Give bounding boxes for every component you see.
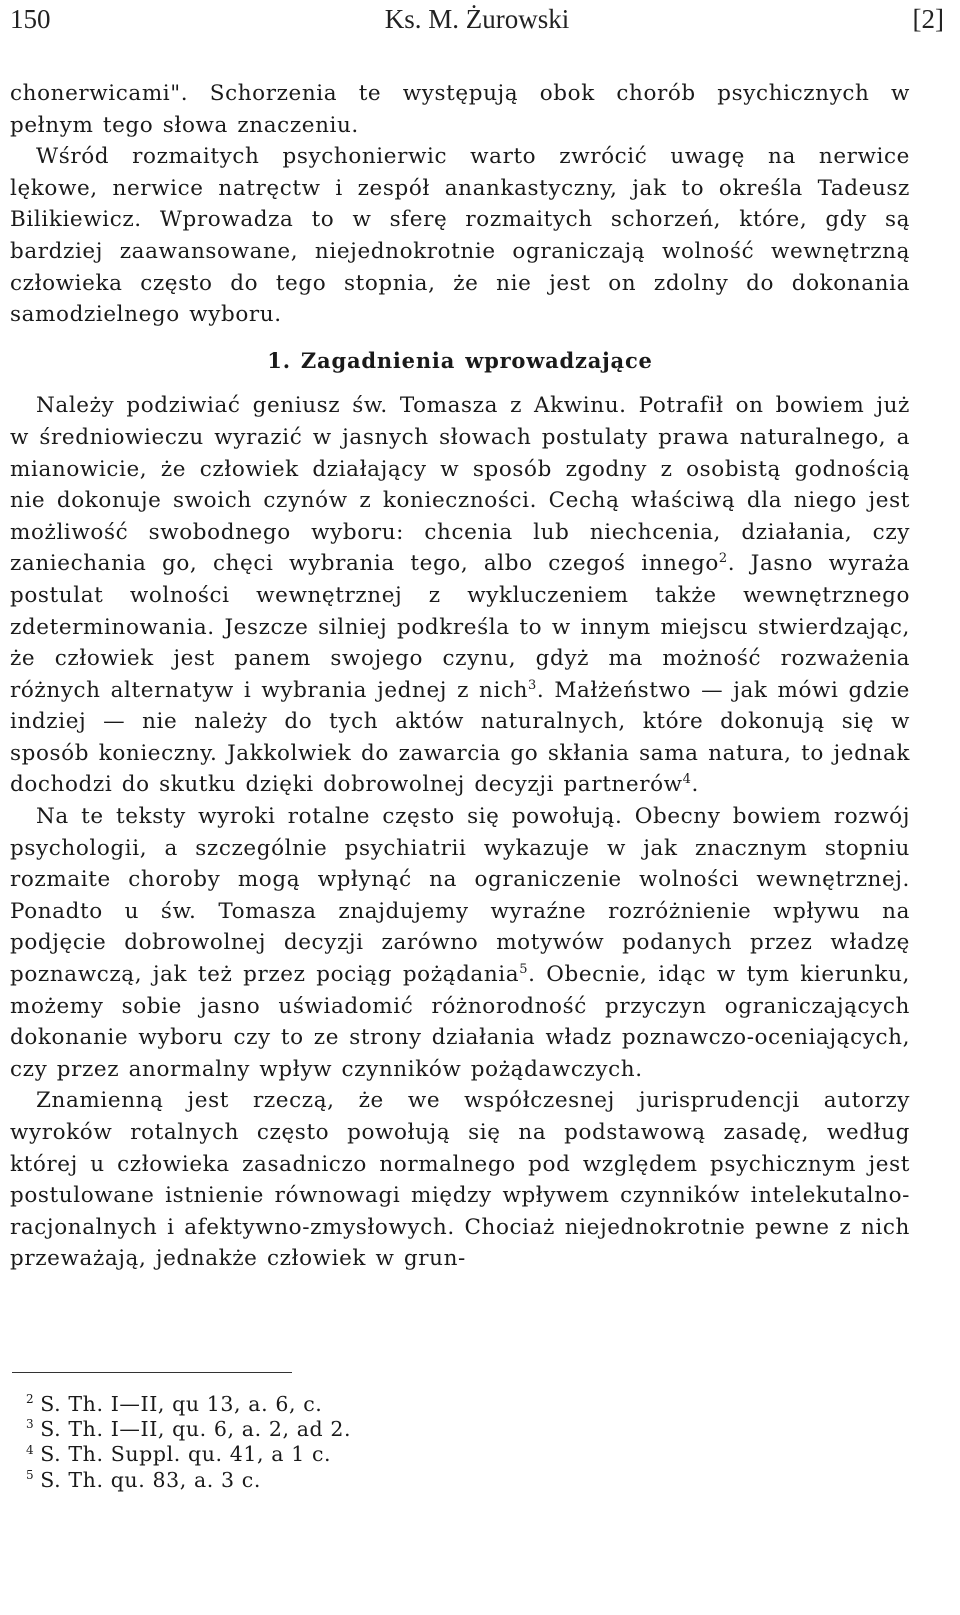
footnote-mark: 5 — [26, 1467, 35, 1482]
footnote-text: S. Th. I—II, qu 13, a. 6, c. — [40, 1392, 323, 1416]
footnote-text: S. Th. I—II, qu. 6, a. 2, ad 2. — [40, 1417, 352, 1442]
paragraph-5-text-1: Znamienną jest rzeczą, że we współczesnej jurisprudencji autorzy wyroków rotalnych często powołują się na podstawową zasadę, według której u człowieka zasadniczo normalnego pod względem psychicznym jest postulowane istnienie równowagi między wpływem czynników intelekutalno-racjonalnych i afektywno-zmysłowych. Chociaż niejednokrotnie pewne z nich przeważają, jednakże człowiek w grun- — [10, 1088, 910, 1272]
footnote-ref-5: 5 — [519, 961, 529, 977]
paragraph-3-text-1: Należy podziwiać geniusz św. Tomasza z Akwinu. Potrafił on bowiem już w średniowieczu wyrazić w jasnych słowach postulaty prawa naturalnego, a mianowicie, że człowiek działający w sposób zgodny z osobistą godnością nie dokonuje swoich czynów z konieczności. Cechą właściwą dla niego jest możliwość swobodnego wyboru: chcenia lub niechcenia, działania, czy zaniechania go, chęci wybrania tego, albo czegoś innego — [10, 393, 910, 577]
paragraph-3-text-2: . Jasno wyraża postulat wolności wewnętrznej z wykluczeniem także wewnętrznego zdeterminowania. Jeszcze silniej podkreśla to w innym miejscu stwierdzając, że człowiek jest panem swojego czynu, gdyż ma możność rozważenia różnych alternatyw i wybrania jednej z nich — [10, 551, 910, 703]
footnote-mark: 2 — [26, 1392, 35, 1407]
footnotes — [26, 1392, 351, 1493]
footnote-ref-2: 2 — [718, 551, 728, 567]
footnote-mark: 4 — [26, 1442, 35, 1457]
footnote-3 — [26, 1417, 351, 1442]
paragraph-2: Wśród rozmaitych psychonierwic warto zwrócić uwagę na nerwice lękowe, nerwice natręctw i zespół anankastyczny, jak to określa Tadeusz Bilikiewicz. Wprowadza to w sferę rozmaitych schorzeń, które, gdy są bardziej zaawansowane, niejednokrotnie ograniczają wolność wewnętrzną człowieka często do tego stopnia, że nie jest on zdolny do dokonania samodzielnego wyboru. — [10, 144, 910, 328]
paragraph-4 — [10, 801, 910, 1085]
footnote-mark: 3 — [26, 1417, 35, 1432]
section-heading: 1. Zagadnienia wprowadzające — [267, 347, 653, 373]
footnote-ref-3: 3 — [528, 677, 537, 693]
paragraph-4-text-2: . Obecnie, idąc w tym kierunku, możemy sobie jasno uświadomić różnorodność przyczyn ograniczających dokonanie wyboru czy to ze strony działania władz poznawczo-oceniających, czy przez anormalny wpływ czynników pożądawczych. — [10, 962, 910, 1082]
page-number: 150 — [10, 4, 51, 34]
footnote-4 — [26, 1442, 351, 1467]
paragraph-3-text-4: . — [691, 772, 699, 798]
running-head-author: Ks. M. Żurowski — [384, 4, 570, 34]
footnote-2 — [26, 1392, 351, 1417]
paragraph-1: chonerwicami". Schorzenia te występują obok chorób psychicznych w pełnym tego słowa znaczeniu. — [10, 81, 910, 138]
paragraph-3 — [10, 390, 910, 801]
footnote-text: S. Th. Suppl. qu. 41, a 1 c. — [40, 1442, 332, 1467]
running-header — [10, 4, 944, 42]
footnote-5 — [26, 1468, 351, 1493]
paragraph-3-text-3: . Małżeństwo — jak mówi gdzie indziej — nie należy do tych aktów naturalnych, które dokonują się w sposób konieczny. Jakkolwiek do zawarcia go skłania sama natura, to jednak dochodzi do skutku dzięki dobrowolnej decyzji partnerów — [10, 677, 910, 798]
body-text — [10, 78, 910, 1275]
paragraph-4-text-1: Na te teksty wyroki rotalne często się powołują. Obecny bowiem rozwój psychologii, a szczególnie psychiatrii wykazuje w jak znacznym stopniu rozmaite choroby mogą wpłynąć na ograniczenie wolności wewnętrznej. Ponadto u św. Tomasza znajdujemy wyraźne rozróżnienie wpływu na podjęcie dobrowolnej decyzji zarówno motywów podanych przez władzę poznawczą, jak też przez pociąg pożądania — [10, 804, 910, 988]
paragraph-5 — [10, 1085, 910, 1275]
footnote-divider — [12, 1372, 292, 1373]
part-number: [2] — [912, 4, 944, 34]
footnote-ref-4: 4 — [682, 772, 692, 788]
footnote-text: S. Th. qu. 83, a. 3 c. — [40, 1467, 261, 1492]
